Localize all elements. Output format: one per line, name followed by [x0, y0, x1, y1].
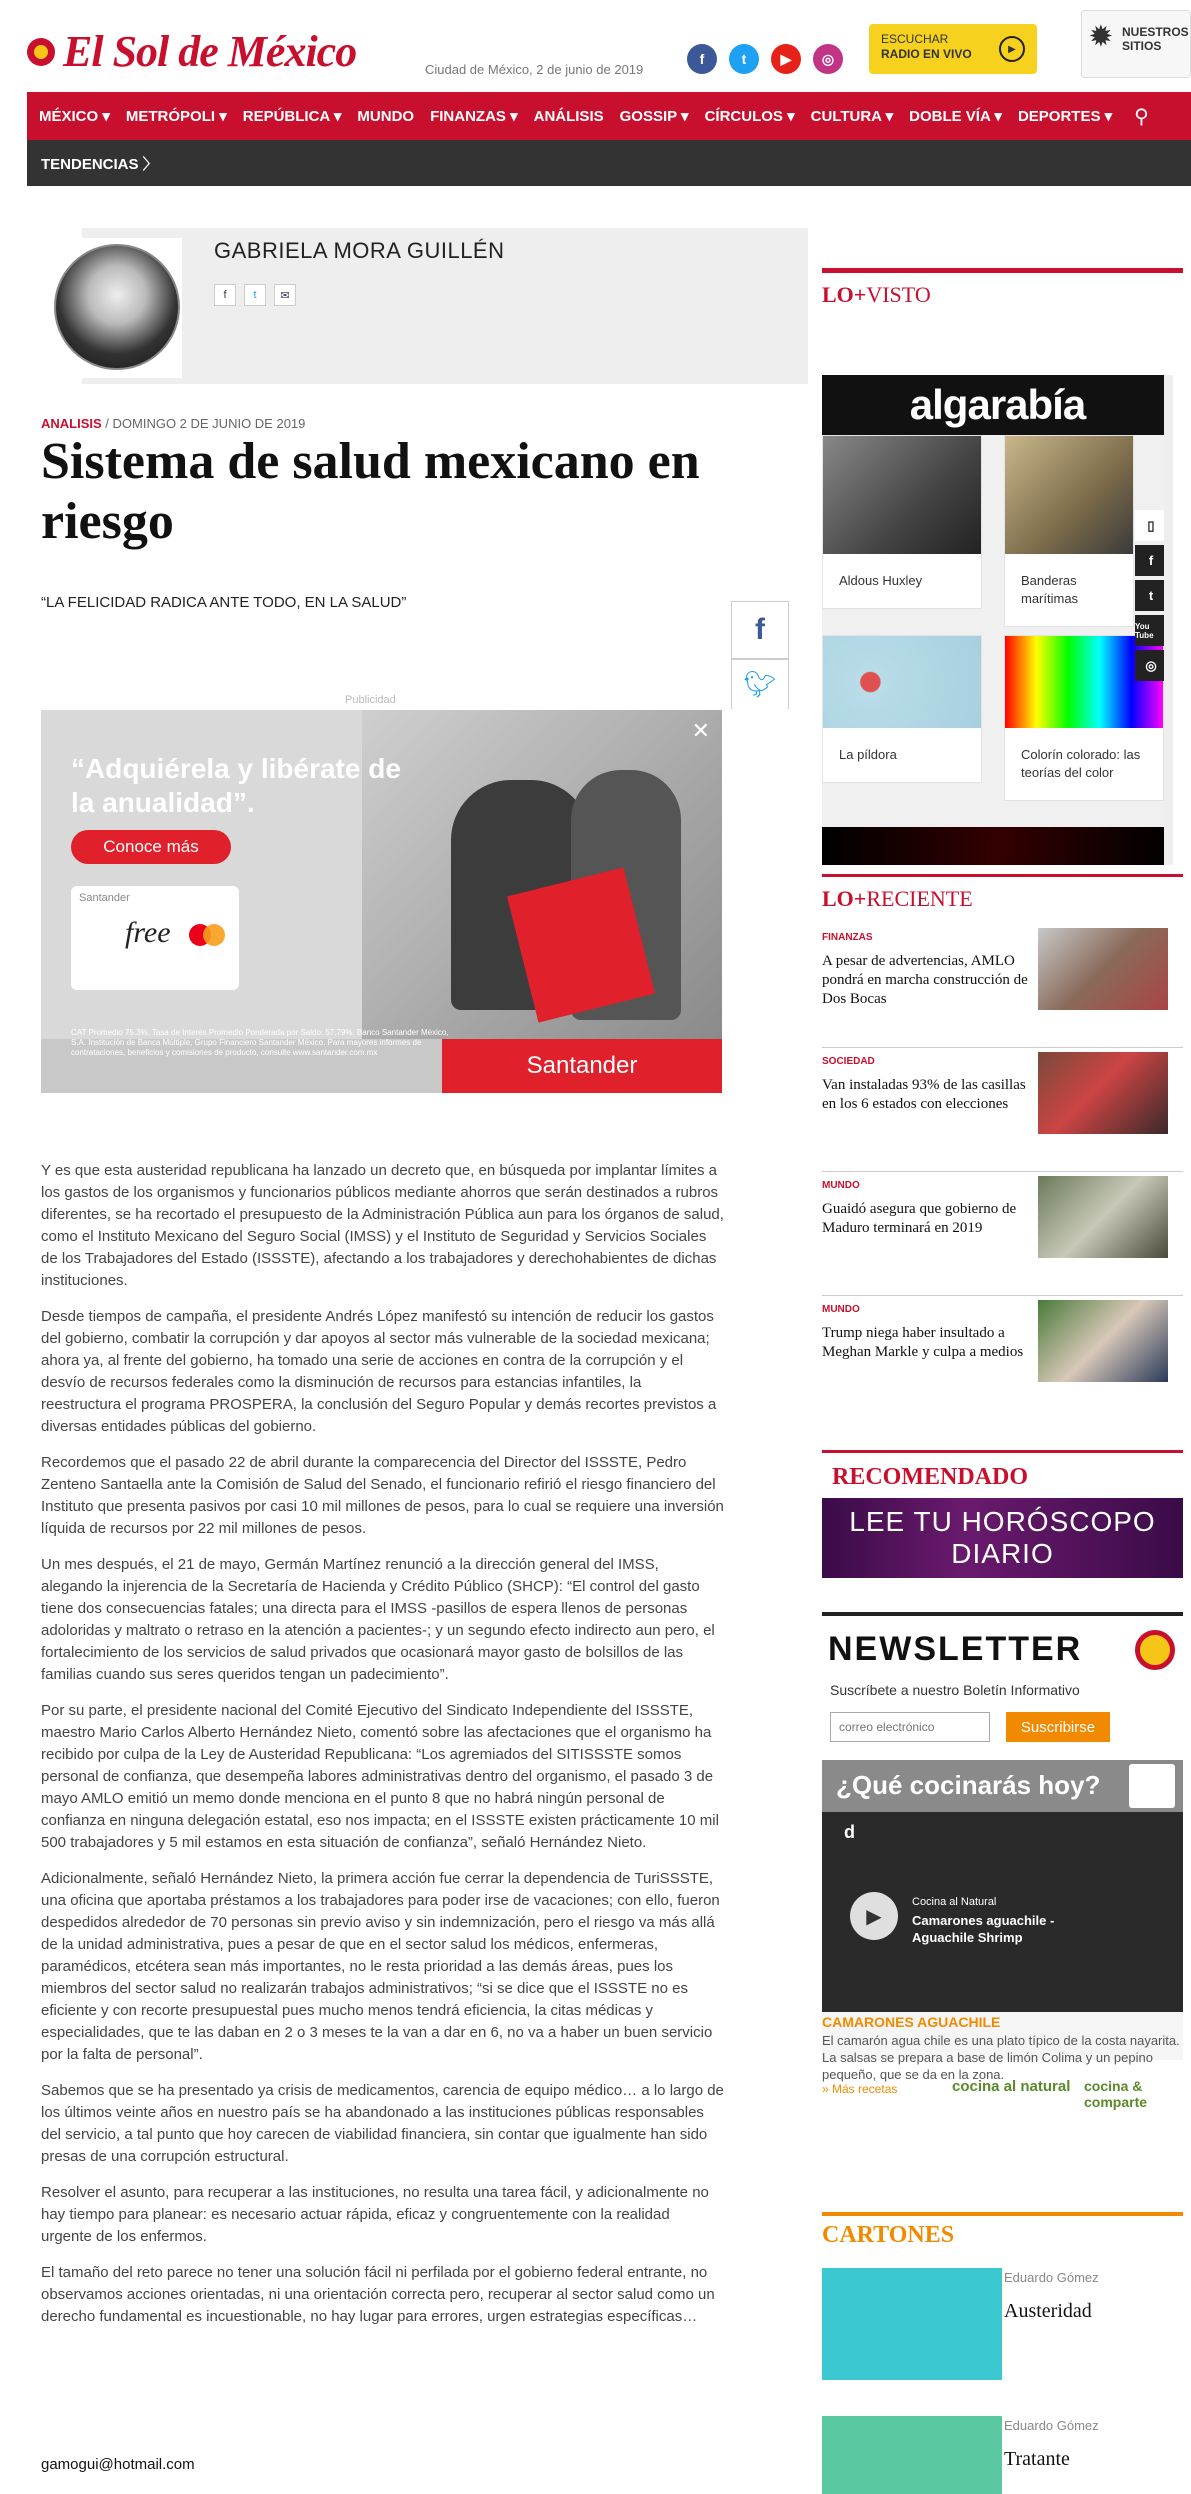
- nav-item-doble-via[interactable]: DOBLE VÍA ▾: [909, 108, 1002, 125]
- nav-item-mundo[interactable]: MUNDO: [357, 107, 415, 125]
- sun-logo-icon: [27, 38, 55, 66]
- paragraph: El tamaño del reto parece no tener una solución fácil ni perfilada por el gobierno federal entrante, no observamos acciones orientadas, ni una orientación correcta pero, recuperar al sector salud como un derecho fundamental es incuestionable, no hay lugar para errores, urgen estrategias específicas…: [41, 2264, 715, 2325]
- card-bank: Santander: [79, 892, 130, 904]
- play-icon[interactable]: ▶: [850, 1892, 898, 1940]
- article-body: [41, 1160, 724, 2342]
- article-subtitle: “LA FELICIDAD RADICA ANTE TODO, EN LA SALUD”: [41, 594, 407, 611]
- section-rule: [822, 1450, 1183, 1453]
- card-caption: Aldous Huxley: [839, 573, 923, 588]
- newsletter-widget: [822, 1612, 1183, 1752]
- card-caption: Colorín colorado: las teorías del color: [1021, 747, 1141, 780]
- video-title: Camarones aguachile - Aguachile Shrimp: [912, 1913, 1055, 1945]
- nav-item-metropoli[interactable]: METRÓPOLI ▾: [125, 108, 227, 125]
- author-links: [214, 284, 296, 306]
- card-image: [1005, 436, 1133, 554]
- section-rule: [822, 874, 1183, 877]
- cocina-comparte-logo[interactable]: cocina & comparte: [1084, 2078, 1148, 2110]
- facebook-icon[interactable]: f: [214, 284, 236, 306]
- algarabia-widget: [822, 375, 1173, 865]
- nav-item-deportes[interactable]: DEPORTES ▾: [1017, 108, 1113, 125]
- article-date: / DOMINGO 2 DE JUNIO DE 2019: [101, 416, 306, 431]
- youtube-icon[interactable]: You Tube: [1135, 615, 1167, 646]
- more-recipes-link[interactable]: » Más recetas: [822, 2082, 898, 2096]
- mastercard-icon: [189, 924, 225, 946]
- video-logo: d: [844, 1822, 855, 1842]
- cartoon-image: [822, 2416, 1002, 2494]
- algarabia-title[interactable]: algarabía: [822, 375, 1173, 435]
- share-facebook-button[interactable]: f: [731, 601, 789, 659]
- cocina-widget: [822, 1760, 1183, 2082]
- logo-text: El Sol de México: [63, 27, 357, 76]
- card-image: [823, 436, 981, 554]
- nav-item-republica[interactable]: REPÚBLICA ▾: [242, 108, 342, 125]
- site-logo[interactable]: [27, 27, 357, 76]
- site-header: [27, 0, 1191, 92]
- mobile-icon[interactable]: ▯: [1135, 510, 1167, 541]
- section-rule: [822, 2212, 1183, 2216]
- item-category: MUNDO: [822, 1180, 860, 1191]
- author-name[interactable]: GABRIELA MORA GUILLÉN: [214, 238, 505, 263]
- article-title: Sistema de salud mexicano en riesgo: [41, 433, 700, 550]
- cocina-al-natural-logo[interactable]: cocina al natural: [952, 2078, 1071, 2095]
- mail-icon[interactable]: ✉: [274, 284, 296, 306]
- cartoon-image: [822, 2268, 1002, 2380]
- twitter-icon[interactable]: t: [1135, 580, 1167, 611]
- item-thumbnail: [1038, 1176, 1168, 1258]
- facebook-icon[interactable]: f: [1135, 545, 1167, 576]
- horoscope-banner[interactable]: [822, 1498, 1183, 1578]
- cartoon-title[interactable]: Tratante: [1004, 2448, 1070, 2470]
- nav-item-mexico[interactable]: MÉXICO ▾: [39, 108, 110, 125]
- article-kicker: [41, 416, 305, 431]
- video-channel: Cocina al Natural: [912, 1896, 997, 1908]
- item-headline[interactable]: Guaidó asegura que gobierno de Maduro terminará en 2019: [822, 1201, 1017, 1236]
- oem-badge-icon: [1129, 1764, 1175, 1808]
- cartones-title: CARTONES: [822, 2222, 955, 2248]
- algarabia-card[interactable]: [822, 635, 982, 783]
- list-item[interactable]: [822, 1174, 1183, 1296]
- tendencias-bar[interactable]: TENDENCIAS 〉: [27, 140, 1191, 186]
- nav-item-gossip[interactable]: GOSSIP ▾: [619, 108, 689, 125]
- nav-item-finanzas[interactable]: FINANZAS ▾: [430, 108, 518, 125]
- item-thumbnail: [1038, 928, 1168, 1010]
- item-category: MUNDO: [822, 1304, 860, 1315]
- our-sites-label: NUESTROS SITIOS: [1122, 25, 1189, 53]
- item-category: FINANZAS: [822, 932, 873, 943]
- ad-legal-text: CAT Promedio 75.3%. Tasa de Interés Promedio Ponderada por Saldo: 57.79%. Banco Santander México, S.A. Institución de Banca Múltiple, Grupo Financiero Santander México. Para mayores informes de contrataciones, beneficios y comisiones de producto, consulte www.santander.com.mx: [71, 1028, 449, 1057]
- email-field[interactable]: [830, 1712, 990, 1742]
- ad-label: Publicidad: [345, 694, 396, 706]
- item-thumbnail: [1038, 1300, 1168, 1382]
- cartoon-item[interactable]: [822, 2416, 1183, 2494]
- recipe-video[interactable]: [822, 1812, 1183, 2012]
- paragraph: Y es que esta austeridad republicana ha lanzado un decreto que, en búsqueda por implantar límites a los gastos de los organismos y funcionarios públicos mediante ahorros que serán destinados a rubros diferentes, se ha recortado el presupuesto de la Administración Pública aun para los órganos de salud, como el Instituto Mexicano del Seguro Social (IMSS) y el Instituto de Seguridad y Servicios Sociales de los Trabajadores del Estado (ISSSTE), afectando a los trabajadores y derechohabientes de dichas instituciones.: [41, 1162, 724, 1289]
- paragraph: Recordemos que el pasado 22 de abril durante la comparecencia del Director del ISSSTE, Pedro Zenteno Santaella ante la Comisión de Salud del Senado, el funcionario refirió el riesgo financiero del Instituto que presenta pasivos por casi 10 mil millones de pesos, para lo cual se requiere una inversión líquida de recursos por 22 mil millones de pesos.: [41, 1454, 724, 1537]
- lomas-reciente-title: [822, 886, 973, 912]
- lomas-prefix: LO+: [822, 282, 867, 307]
- nav-item-analisis[interactable]: ANÁLISIS: [533, 107, 604, 125]
- author-photo: [54, 244, 180, 370]
- cartoon-title[interactable]: Austeridad: [1004, 2300, 1092, 2322]
- section-link[interactable]: ANALISIS: [41, 416, 102, 431]
- cartoon-author: Eduardo Gómez: [1004, 2418, 1099, 2433]
- sun-logo-icon: [1135, 1630, 1175, 1670]
- lomas-prefix: LO+: [822, 886, 867, 911]
- cocina-title: ¿Qué cocinarás hoy?: [822, 1760, 1183, 1812]
- nav-item-cultura[interactable]: CULTURA ▾: [810, 108, 894, 125]
- ad-cta-button[interactable]: Conoce más: [71, 830, 231, 864]
- twitter-icon[interactable]: t: [729, 44, 759, 74]
- recipe-title[interactable]: CAMARONES AGUACHILE: [822, 2014, 1001, 2030]
- algarabia-card[interactable]: [822, 435, 982, 609]
- newsletter-subtitle: Suscríbete a nuestro Boletín Informativo: [830, 1682, 1080, 1698]
- close-icon[interactable]: ✕: [691, 718, 710, 743]
- ad-headline: “Adquiérela y libérate de la anualidad”.: [71, 753, 401, 818]
- play-icon: ▶: [999, 36, 1025, 62]
- paragraph: Resolver el asunto, para recuperar a las instituciones, no resulta una tarea fácil, y adicionalmente no hay tiempo para planear: es necesario actuar rápida, eficaz y congruentemente con la realidad urgente de los enfermos.: [41, 2184, 709, 2245]
- listen-radio-button[interactable]: [869, 24, 1037, 74]
- paragraph: Sabemos que se ha presentado ya crisis de medicamentos, carencia de equipo médico… a lo largo de los últimos veinte años en nuestro país se ha abandonado a las instituciones públicas responsables del servicio, a tal punto que hoy carecen de viabilidad financiera, sin contar que igualmente han sido presas de una corrupción estructural.: [41, 2082, 724, 2165]
- twitter-icon[interactable]: t: [244, 284, 266, 306]
- nav-item-circulos[interactable]: CÍRCULOS ▾: [704, 108, 795, 125]
- list-item[interactable]: [822, 926, 1183, 1048]
- lomas-reciente-label: RECIENTE: [866, 886, 973, 911]
- section-rule: [822, 268, 1183, 273]
- list-item[interactable]: [822, 1050, 1183, 1172]
- author-box: [82, 228, 808, 384]
- paragraph: Por su parte, el presidente nacional del Comité Ejecutivo del Sindicato Independiente del ISSSTE, maestro Mario Carlos Alberto Hernández Nieto, comentó sobre las afectaciones que el organismo ha recibido por culpa de la Ley de Austeridad Republicana: “Los agremiados del SITISSSTE somos personal de confianza, que desempeña labores administrativas dentro del organismo, el pasado 3 de mayo AMLO emitió un memo donde menciona en el punto 8 que no habrá ningún personal de confianza en ninguna delegación estatal, eso nos impacta; en el ISSSTE existen prácticamente 10 mil 500 trabajadores y 5 mil estamos en esta situación de confianza”, señaló Hernández Nieto.: [41, 1702, 719, 1851]
- search-icon[interactable]: ⚲: [1134, 105, 1149, 128]
- facebook-icon[interactable]: f: [687, 44, 717, 74]
- main-nav: [27, 92, 1191, 140]
- item-headline[interactable]: Van instaladas 93% de las casillas en los 6 estados con elecciones: [822, 1077, 1026, 1112]
- item-headline[interactable]: A pesar de advertencias, AMLO pondrá en marcha construcción de Dos Bocas: [822, 953, 1028, 1007]
- social-links: [687, 44, 843, 74]
- paragraph: Desde tiempos de campaña, el presidente Andrés López manifestó su intención de reducir los gastos del gobierno, combatir la corrupción y dar apoyos al sector más vulnerable de la sociedad mexicana; ahora ya, al frente del gobierno, ha tomado una serie de acciones en contra de la corrupción y el desvío de recursos federales como la disminución de recursos para estancias infantiles, la reestructura el programa PROSPERA, la conclusión del Seguro Popular y demás recortes previstos a diversas entidades públicas del gobierno.: [41, 1308, 717, 1435]
- santander-ad[interactable]: [41, 710, 722, 1093]
- card-caption: Banderas marítimas: [1021, 573, 1079, 606]
- item-category: SOCIEDAD: [822, 1056, 875, 1067]
- card-name: free: [125, 916, 171, 949]
- paragraph: Adicionalmente, señaló Hernández Nieto, la primera acción fue cerrar la dependencia de TuriSSSTE, una oficina que aportaba préstamos a los trabajadores para poder irse de vacaciones; con ello, fueron despedidos alrededor de 70 personas sin previo aviso y sin indemnización, pero el riesgo va más allá de la unidad administrativa, pues a pesar de que en el sector salud los médicos, enfermeras, paramédicos, etcétera sean más importantes, no le resta prioridad a las demás áreas, pues los miembros del sector salud no realizarán trabajos administrativos; “si se dice que el ISSSTE no es eficiente y con recorte presupuestal pues mucho menos tendrá eficiencia, la citas médicas y especialidades, que te las daban en 2 o 3 meses te la van a dar en 6, no va a haber un buen servicio por la falta de personal”.: [41, 1870, 720, 2063]
- horoscope-line2: DIARIO: [951, 1538, 1054, 1569]
- radio-label-line1: ESCUCHAR: [881, 32, 949, 46]
- our-sites-button[interactable]: [1081, 10, 1191, 78]
- youtube-icon[interactable]: ▶: [771, 44, 801, 74]
- cartoon-item[interactable]: [822, 2268, 1183, 2388]
- algarabia-scrollbar[interactable]: [1164, 375, 1173, 865]
- subscribe-button[interactable]: Suscribirse: [1006, 1712, 1110, 1742]
- recomendado-title: RECOMENDADO: [832, 1464, 1028, 1490]
- horoscope-line1: LEE TU HORÓSCOPO: [849, 1506, 1156, 1537]
- item-headline[interactable]: Trump niega haber insultado a Meghan Markle y culpa a medios: [822, 1325, 1024, 1360]
- recipe-description: El camarón agua chile es una plato típico de la costa nayarita. La salsas se prepara a base de limón Colima y un pepino pequeño, que se da en la zona.: [822, 2033, 1180, 2082]
- share-twitter-button[interactable]: 🐦︎: [731, 659, 789, 709]
- item-thumbnail: [1038, 1052, 1168, 1134]
- lomas-visto-title: [822, 282, 931, 308]
- algarabia-footer-banner: [822, 827, 1173, 865]
- dateline: Ciudad de México, 2 de junio de 2019: [425, 62, 644, 77]
- algarabia-card[interactable]: [1004, 435, 1134, 627]
- newsletter-title: NEWSLETTER: [828, 1630, 1083, 1668]
- instagram-icon[interactable]: ◎: [813, 44, 843, 74]
- algarabia-social: [1135, 510, 1167, 681]
- author-email[interactable]: gamogui@hotmail.com: [41, 2456, 195, 2473]
- lomas-visto-label: VISTO: [866, 282, 931, 307]
- cartoon-author: Eduardo Gómez: [1004, 2270, 1099, 2285]
- paragraph: Un mes después, el 21 de mayo, Germán Martínez renunció a la dirección general del IMSS, alegando la injerencia de la Secretaría de Hacienda y Crédito Público (SHCP): “El control del gasto tiene dos consecuencias fatales; una directa para el IMSS -pasillos de espera llenos de personas adoloridas y maltrato o retraso en la atención a pacientes-; y un segundo efecto indirecto aun pero, el fortalecimiento de los servicios de salud privados que ocasionará mayor gasto de bolsillos de las familias cuando sus seres queridos tengan un padecimiento”.: [41, 1556, 715, 1683]
- card-caption: La píldora: [839, 747, 897, 762]
- card-image: [823, 636, 981, 728]
- list-item[interactable]: [822, 1298, 1183, 1420]
- gear-icon: ✹: [1090, 21, 1112, 51]
- ad-brand: Santander: [442, 1039, 722, 1093]
- instagram-icon[interactable]: ◎: [1135, 650, 1167, 681]
- radio-label-line2: RADIO EN VIVO: [881, 47, 972, 61]
- author-avatar: [52, 238, 182, 378]
- ad-credit-card: [71, 886, 239, 990]
